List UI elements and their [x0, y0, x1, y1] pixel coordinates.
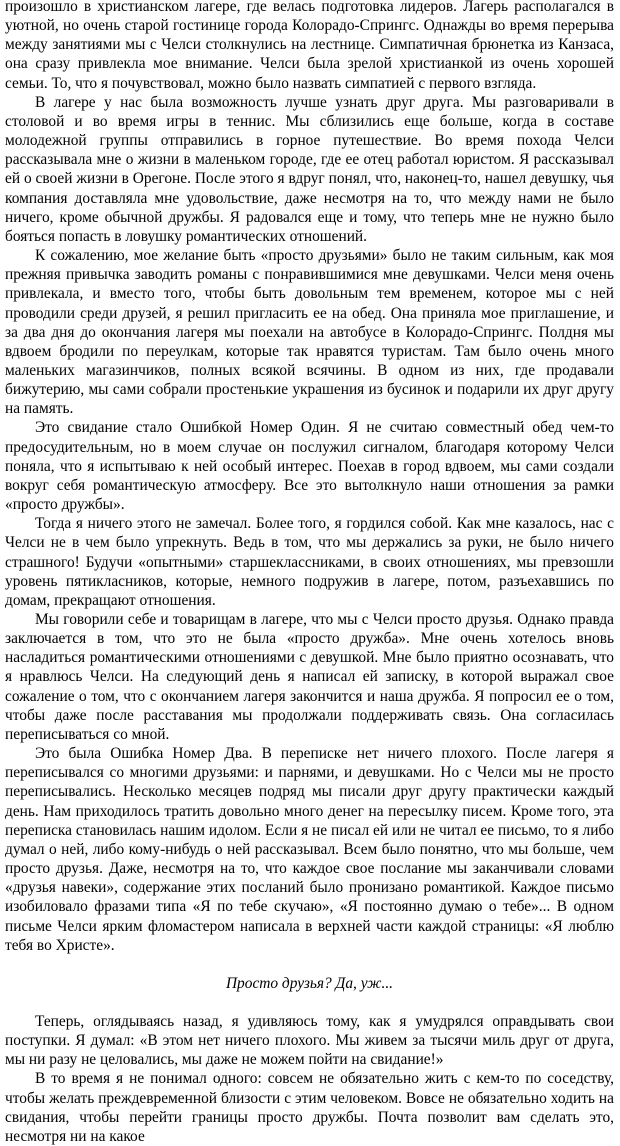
paragraph: Тогда я ничего этого не замечал. Более того, я гордился собой. Как мне казалось, нас с Челси не в чем было упрекнуть. Ведь в том, что мы держались за руки, не было ничего страшного! Будучи «опытными» старшеклассниками, в своих отношениях, мы превзошли уровень пятикласников, которые, немного подружив в лагере, потом, разъехавшись по домам, прекращают отношения. — [5, 515, 614, 609]
paragraph: произошло в христианском лагере, где велась подготовка лидеров. Лагерь располагался в уютной, но очень старой гостинице города Колорадо-Спрингс. Однажды во время перерыва между занятиями мы с Челси столкнулись на лестнице. Симпатичная брюнетка из Канзаса, она сразу привлекла мое внимание. Челси была зрелой христианкой из очень хорошей семьи. То, что я почувствовал, можно было назвать симпатией с первого взгляда. — [5, 0, 614, 92]
paragraph: Теперь, оглядываясь назад, я удивляюсь тому, как я умудрялся оправдывать свои поступки. Я думал: «В этом нет ничего плохого. Мы живем за тысячи миль друг от друга, мы ни разу не целовались, мы даже не можем пойти на свидание!» — [5, 1012, 614, 1069]
paragraph: Это свидание стало Ошибкой Номер Один. Я не считаю совместный обед чем-то предосудительным, но в моем случае он послужил сигналом, благодаря которому Челси поняла, что я испытываю к ней особый интерес. Поехав в город вдвоем, мы сами создали вокруг себя романтическую атмосферу. Все это вытолкнуло наши отношения за рамки «просто дружбы». — [5, 419, 614, 514]
paragraph: В то время я не понимал одного: совсем не обязательно жить с кем-то по соседству, чтобы желать преждевременной близости с этим человеком. Вовсе не обязательно ходить на свидания, чтобы перейти границы просто дружбы. Почта позволит вам сделать это, несмотря ни на какое — [5, 1070, 614, 1145]
section-title: Просто друзья? Да, уж... — [225, 974, 394, 992]
paragraph: В лагере у нас была возможность лучше узнать друг друга. Мы разговаривали в столовой и во время игры в теннис. Мы сблизились еще больше, когда в составе молодежной группы отправились в горное путешествие. Во время похода Челси рассказывала мне о жизни в маленьком городе, где ее отец работал юристом. Я рассказывал ей о своей жизни в Орегоне. После этого я вдруг понял, что, наконец-то, нашел девушку, чья компания доставляла мне удовольствие, даже несмотря на то, что между нами не было ничего, кроме обычной дружбы. Я радовался еще и тому, что теперь мне не нужно было бояться попасть в ловушку романтических отношений. — [5, 93, 614, 245]
paragraph: Это была Ошибка Номер Два. В переписке нет ничего плохого. После лагеря я переписывался со многими друзьями: и парнями, и девушками. Но с Челси мы не просто переписывались. Несколько месяцев подряд мы писали друг другу практически каждый день. Нам приходилось тратить довольно много денег на пересылку писем. Кроме того, эта переписка становилась нашим идолом. Если я не писал ей или не читал ее письмо, то я либо думал о ней, либо кому-нибудь о ней рассказывал. Всем было понятно, что мы больше, чем просто друзья. Даже, несмотря на то, что каждое свое послание мы заканчивали словами «друзья навеки», содержание этих посланий было пронизано романтикой. Каждое письмо изобиловало фразами типа «Я по тебе скучаю», «Я постоянно думаю о тебе»... В одном письме Челси ярким фломастером написала в верхней части каждой страницы: «Я люблю тебя во Христе». — [5, 745, 614, 954]
paragraph: К сожалению, мое желание быть «просто друзьями» было не таким сильным, как моя прежняя привычка заводить романы с понравившимися мне девушками. Челси меня очень привлекала, и вместо того, чтобы быть довольным тем временем, которое мы с ней проводили среди друзей, я решил пригласить ее на обед. Она приняла мое приглашение, и за два дня до окончания лагеря мы поехали на автобусе в Колорадо-Спрингс. Полдня мы вдвоем бродили по переулкам, которые так нравятся туристам. Там было очень много маленьких магазинчиков, полных всякой всячины. В одном из них, где продавали бижутерию, мы сами собрали простенькие украшения из бусинок и подарили их друг другу на память. — [5, 247, 614, 418]
paragraph: Мы говорили себе и товарищам в лагере, что мы с Челси просто друзья. Однако правда заключается в том, что это не была «просто дружба». Мне очень хотелось вновь насладиться романтическими отношениями с девушкой. Мне было приятно осознавать, что я нравлюсь Челси. На следующий день я написал ей записку, в которой выражал свое сожаление о том, что с окончанием лагеря закончится и наша дружба. Я попросил ее о том, чтобы даже после расставания мы продолжали поддерживать связь. Она согласилась переписываться со мной. — [5, 611, 614, 743]
